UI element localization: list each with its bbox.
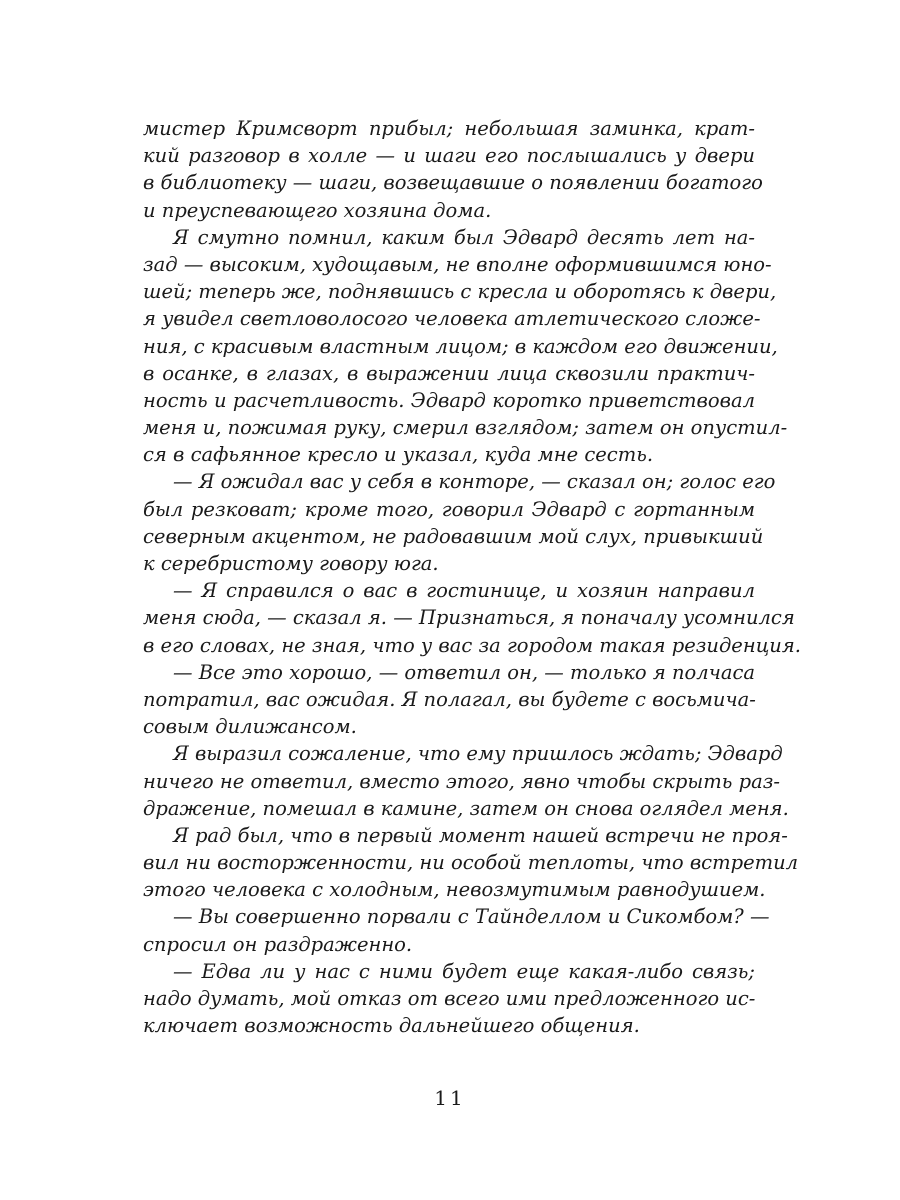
text-line: надо думать, мой отказ от всего ими предложенного ис- [143,987,756,1010]
text-line: — Я справился о вас в гостинице, и хозяин направил [173,579,755,603]
text-line: Я рад был, что в первый момент нашей встречи не проя- [173,823,788,847]
paragraph [143,115,763,224]
text-line: я увидел светловолосого человека атлетического сложе- [143,307,761,331]
text-line: — Я ожидал вас у себя в конторе, — сказал он; голос его [173,470,776,494]
text-line: Я выразил сожаление, что ему пришлось ждать; Эдвард [173,742,783,766]
text-line: этого человека с холодным, невозмутимым равнодушием. [143,878,766,902]
text-line: совым дилижансом. [143,715,357,739]
text-line: в библиотеку — шаги, возвещавшие о появлении богатого [143,171,763,195]
text-line: спросил он раздраженно. [143,932,413,956]
text-line: к серебристому говору юга. [143,552,439,575]
text-line: мистер Кримсворт прибыл; небольшая заминка, крат- [143,117,755,140]
text-line: и преуспевающего хозяина дома. [143,198,492,222]
text-line: дражение, помешал в камине, затем он снова оглядел меня. [143,796,789,820]
text-line: ния, с красивым властным лицом; в каждом его движении, [143,334,778,358]
paragraph [143,740,789,822]
text-line: Я смутно помнил, каким был Эдвард десять лет на- [173,225,755,249]
text-line: ключает возможность дальнейшего общения. [143,1014,640,1038]
paragraph [143,958,755,1040]
page-number: 11 [434,1086,466,1110]
text-line: — Все это хорошо, — ответил он, — только я полчаса [173,660,755,684]
text-line: был резковат; кроме того, говорил Эдвард с гортанным [143,497,755,521]
text-line: ничего не ответил, вместо этого, явно чтобы скрыть раз- [143,769,780,793]
text-line: шей; теперь же, поднявшись с кресла и оборотясь к двери, [143,280,777,304]
text-line: в его словах, не зная, что у вас за городом такая резиденция. [143,633,801,657]
text-line: — Вы совершенно порвали с Тайнделлом и Сикомбом? — [173,905,770,929]
body-text [143,115,801,1039]
text-line: ся в сафьянное кресло и указал, куда мне сесть. [143,443,654,467]
text-line: в осанке, в глазах, в выражении лица сквозили практич- [143,361,755,385]
paragraph [143,659,755,741]
text-line: ность и расчетливость. Эдвард коротко приветствовал [143,388,755,412]
text-line: зад — высоким, худощавым, не вполне оформившимся юно- [143,252,772,276]
paragraph [143,224,788,469]
text-line: меня и, пожимая руку, смерил взглядом; затем он опустил- [143,416,788,440]
text-line: северным акцентом, не радовавшим мой слух, привыкший [143,524,764,548]
paragraph [143,822,799,904]
text-line: меня сюда, — сказал я. — Признаться, я поначалу усомнился [143,606,795,630]
paragraph [143,577,801,659]
text-line: кий разговор в холле — и шаги его послышались у двери [143,144,755,168]
text-line: потратил, вас ожидая. Я полагал, вы будете с восьмича- [143,687,756,711]
paragraph [143,903,770,957]
text-line: — Едва ли у нас с ними будет еще какая-либо связь; [173,959,755,983]
paragraph [143,468,776,577]
text-line: вил ни восторженности, ни особой теплоты, что встретил [143,851,799,875]
